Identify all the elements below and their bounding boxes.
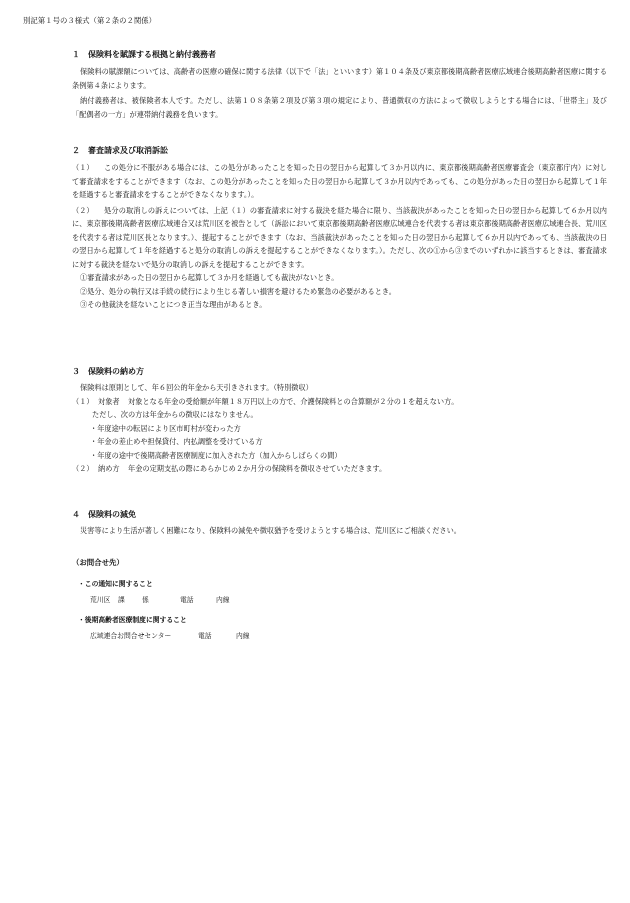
form-identifier: 別記第１号の３様式（第２条の２関係）	[23, 16, 157, 25]
item-text: 年金の定期支払の際にあらかじめ２か月分の保険料を徴収させていただきます。	[128, 464, 387, 473]
condition-item: ②処分、処分の執行又は手続の続行により生じる著しい損害を避けるため緊急の必要があるとき。	[80, 286, 396, 296]
section-title: 保険料を賦課する根拠と納付義務者	[88, 50, 216, 59]
contact-ext-label: 内線	[216, 596, 230, 604]
section-basis	[0, 47, 630, 121]
item-label: 納め方	[98, 464, 120, 473]
section-number: １	[72, 50, 80, 59]
contact-row	[90, 630, 472, 644]
section-payment	[0, 364, 630, 476]
contact-subheading: ・後期高齢者医療制度に関すること	[78, 616, 187, 624]
bullet-item: ・年度の途中で後期高齢者医療制度に加入された方（加入からしばらくの間）	[90, 450, 342, 460]
paragraph: 保険料は原則として、年６回公的年金から天引きされます。（特別徴収）	[80, 383, 313, 392]
contact-org: 荒川区	[90, 596, 111, 604]
contact-title: （お問合せ先）	[72, 558, 124, 567]
note: ただし、次の方は年金からの徴収にはなりません。	[92, 410, 258, 419]
list-item	[72, 395, 607, 409]
condition-item: ③その他裁決を経ないことにつき正当な理由があるとき。	[80, 300, 267, 309]
item-marker: （２）	[72, 464, 94, 473]
section-heading	[72, 507, 630, 523]
item-marker: （１）	[72, 396, 94, 406]
section-appeal	[0, 143, 630, 312]
section-number: ４	[72, 510, 80, 519]
section-heading	[72, 364, 630, 380]
section-number: ２	[72, 146, 80, 155]
section-heading	[72, 143, 630, 159]
section-title: 審査請求及び取消訴訟	[88, 146, 168, 155]
section-number: ３	[72, 367, 80, 376]
item-text: 対象となる年金の受給額が年額１８万円以上の方で、介護保険料との合算額が２分の１を超えない方。	[128, 396, 459, 406]
contact-ext-label: 内線	[236, 632, 250, 640]
bullet-item: ・年度途中の転居により区市町村が変わった方	[90, 423, 241, 433]
paragraph: 納付義務者は、被保険者本人です。ただし、法第１０８条第２項及び第３項の規定により、普通徴収の方法によって徴収しようとする場合には、「世帯主」及び「配偶者の一方」が連帯納付義務を負います。	[72, 96, 607, 119]
item-label: 対象者	[98, 396, 120, 406]
item-text: この処分に不服がある場合には、この処分があったことを知った日の翌日から起算して３か月以内に、東京都後期高齢者医療審査会（東京都庁内）に対して審査請求をすることができます（なお、この処分があったことを知った日の翌日から起算して３か月以内であっても、この処分があった日の翌日から起算して１年を経過すると審査請求をすることができなくなります。）。	[72, 163, 607, 199]
section-title: 保険料の減免	[88, 510, 136, 519]
contact-org: 広域連合お問合せセンター	[90, 632, 172, 640]
contact-tel-label: 電話	[180, 596, 194, 604]
list-item	[72, 204, 607, 272]
bullet-item: ・年金の差止めや担保貸付、内払調整を受けている方	[90, 437, 263, 446]
item-marker: （２）	[72, 205, 94, 215]
contact-dept: 課	[118, 596, 125, 604]
paragraph: 保険料の賦課額については、高齢者の医療の確保に関する法律（以下で「法」といいます）第１０４条及び東京都後期高齢者医療広域連合後期高齢者医療に関する条例第４条によります。	[72, 67, 607, 90]
section-title: 保険料の納め方	[88, 367, 144, 376]
section-reduction	[0, 507, 630, 538]
item-text: 処分の取消しの訴えについては、上記（１）の審査請求に対する裁決を経た場合に限り、当該裁決があったことを知った日の翌日から起算して６か月以内に、東京都後期高齢者医療広域連合又は荒川区を被告として（訴訟において東京都後期高齢者医療広域連合を代表する者は東京都後期高齢者医療広域連合長、荒川区を代表する者は荒川区長となります。）、提起することができます（なお、当該裁決があったことを知った日の翌日から起算して６か月以内であっても、当該裁決の日の翌日から起算して１年を経過すると処分の取消しの訴えを提起することができなくなります。）。ただし、次の①から③までのいずれかに該当するときは、審査請求に対する裁決を経ないで処分の取消しの訴えを提起することができます。	[72, 205, 607, 269]
section-heading	[72, 47, 630, 63]
contact-staff: 係	[142, 596, 149, 604]
contact-tel-label: 電話	[198, 632, 212, 640]
list-item	[72, 161, 607, 202]
paragraph: 災害等により生活が著しく困難になり、保険料の減免や徴収猶予を受けようとする場合は、荒川区にご相談ください。	[80, 526, 461, 535]
contact-row	[90, 594, 472, 608]
item-marker: （１）	[72, 163, 94, 172]
condition-item: ①審査請求があった日の翌日から起算して３か月を経過しても裁決がないとき。	[80, 273, 339, 282]
list-item	[72, 462, 607, 476]
contact-info	[72, 556, 472, 644]
contact-subheading: ・この通知に関すること	[78, 580, 153, 588]
